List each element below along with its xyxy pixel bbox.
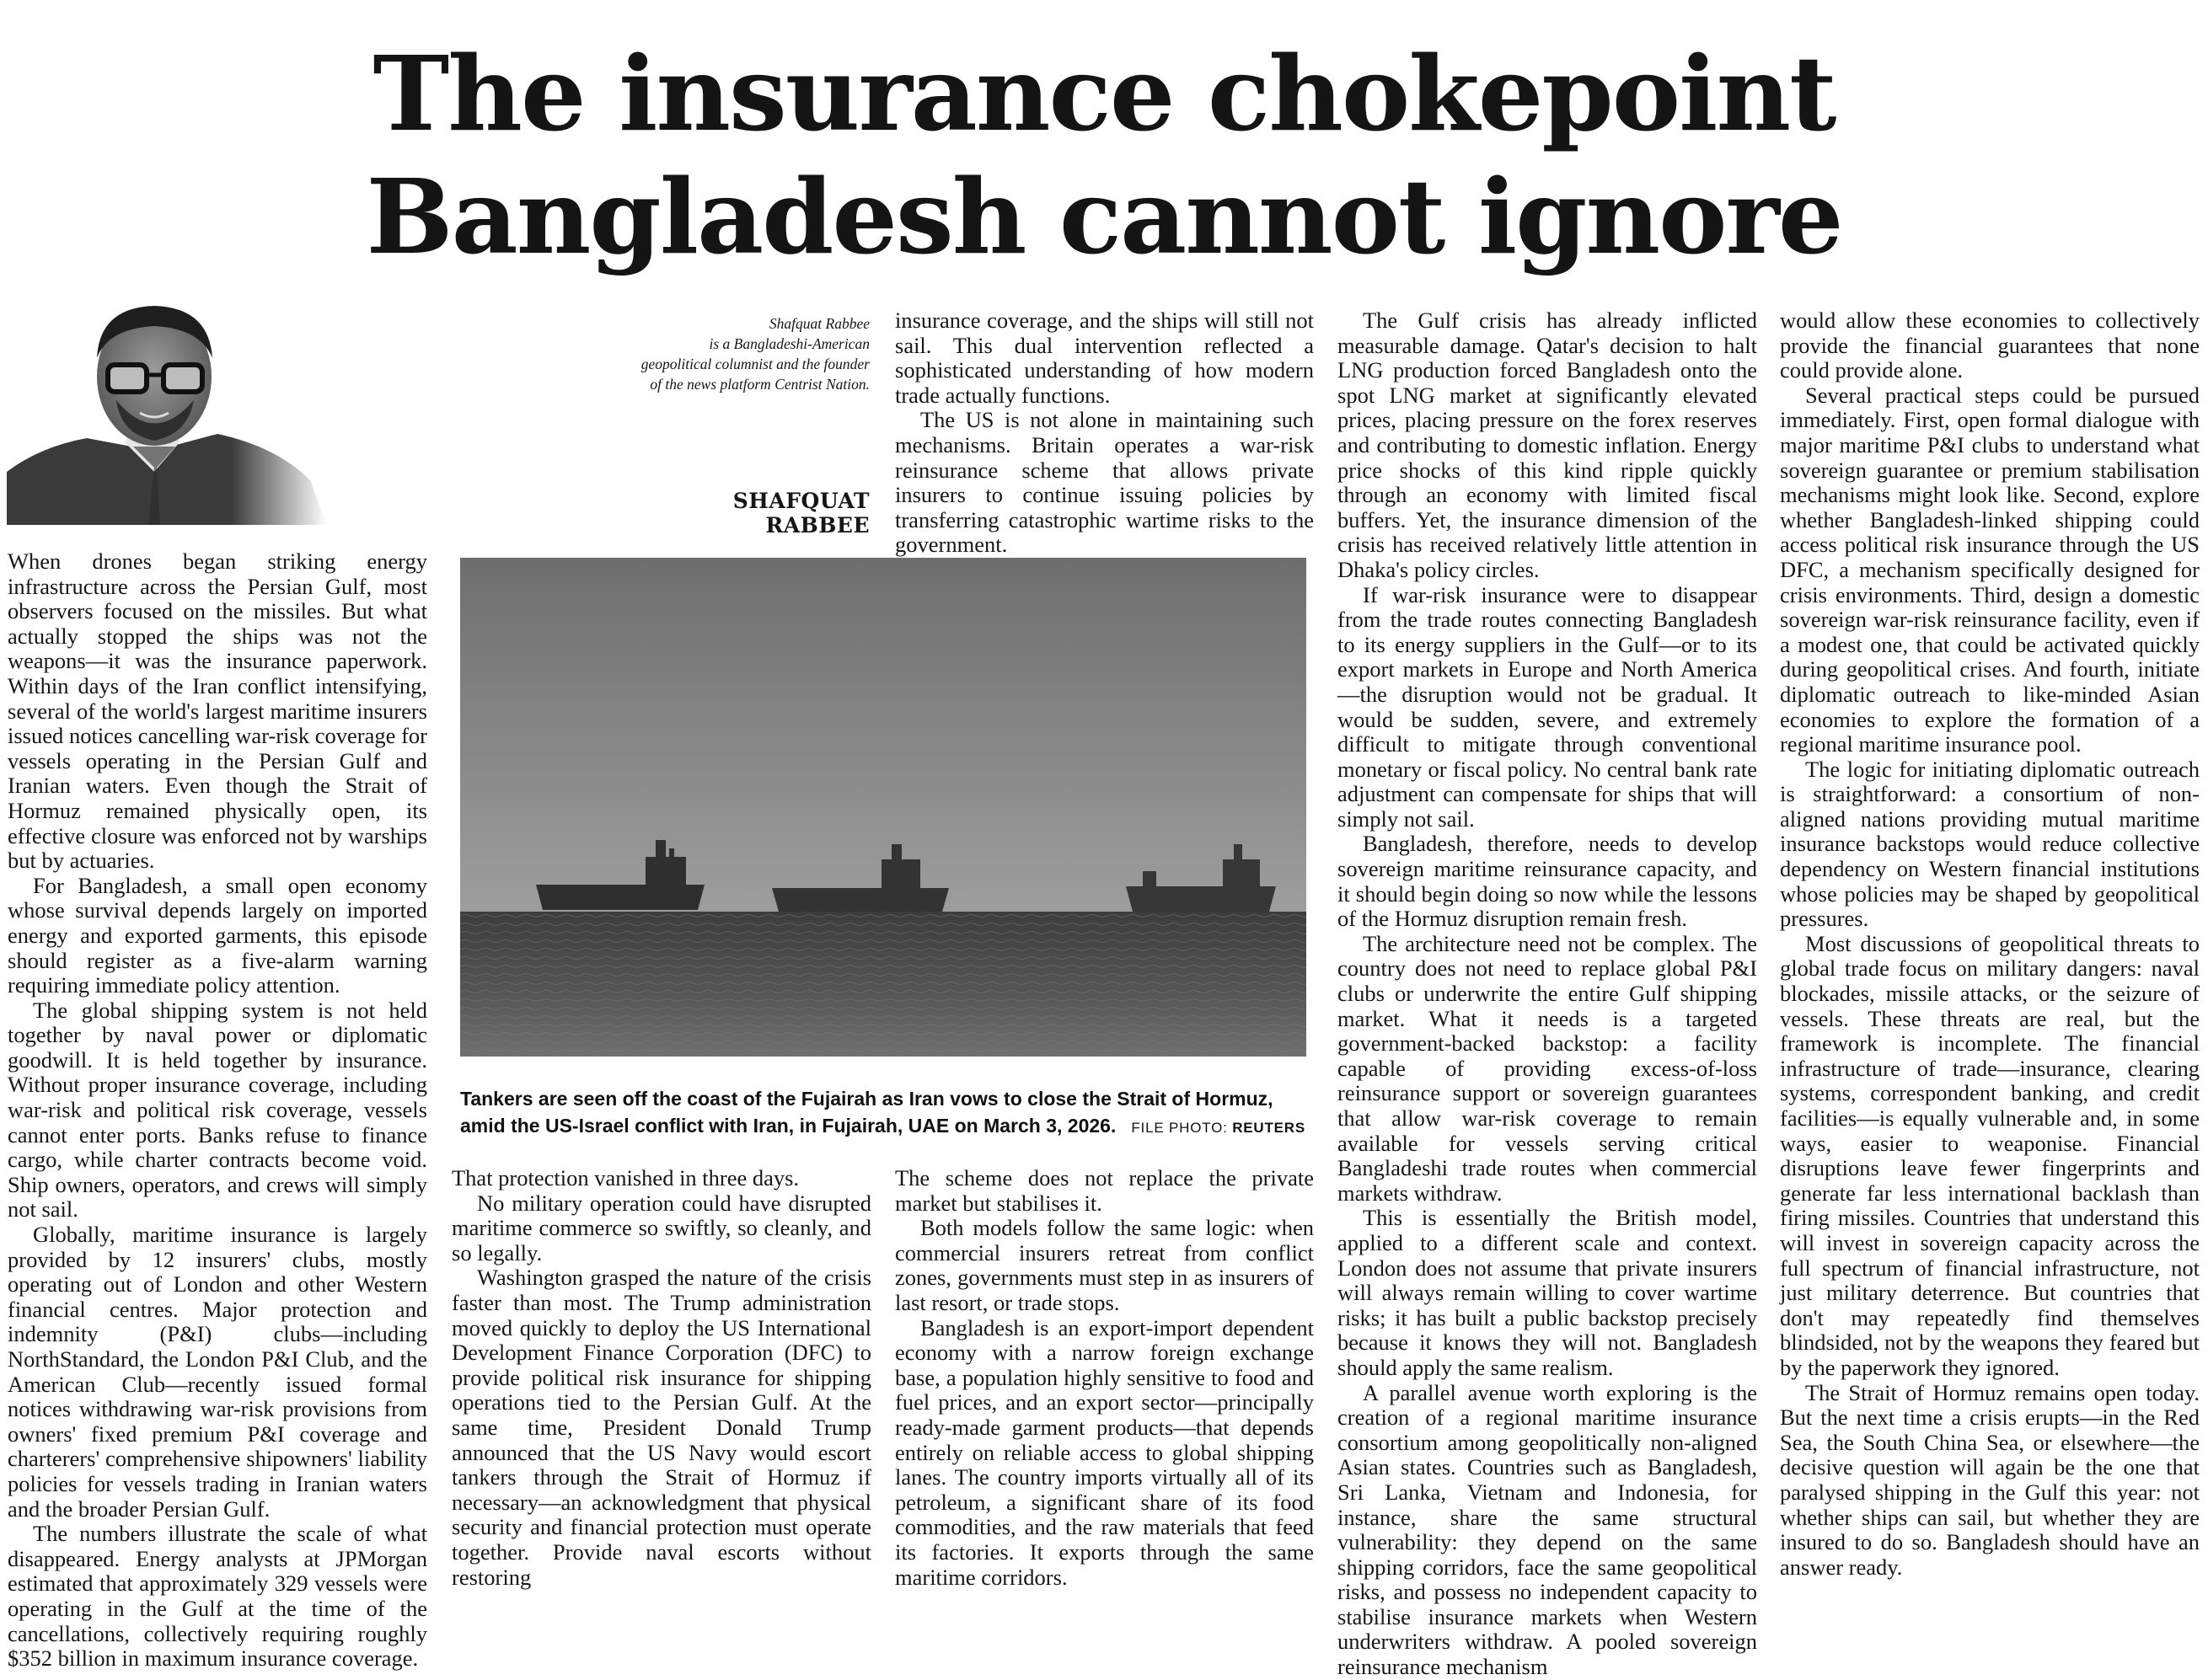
article-paragraph: The US is not alone in maintaining such mechanisms. Britain operates a war-risk reinsurance scheme that allows private insurers to continue issuing policies by transferring catastrophic wartime risks to the government. [895, 407, 1314, 558]
headline-line-1: The insurance chokepoint [372, 33, 1836, 154]
article-column-2 [452, 1165, 871, 1590]
article-paragraph: Bangladesh is an export-import dependent economy with a narrow foreign exchange base, a population highly sensitive to food and fuel prices, and an export sector—principally ready-made garment products—that depends entirely on reliable access to global shipping lanes. The country imports virtually all of its petroleum, a significant share of its food commodities, and the raw materials that feed its factories. It exports through the same maritime corridors. [895, 1314, 1314, 1590]
article-paragraph: If war-risk insurance were to disappear from the trade routes connecting Bangladesh to its energy suppliers in the Gulf—or to its export markets in Europe and North America—the disruption would not be gradual. It would be sudden, severe, and extremely difficult to mitigate through conventional monetary or fiscal policy. No central bank rate adjustment can compensate for ships that will simply not sail. [1337, 581, 1757, 832]
article-paragraph: The Gulf crisis has already inflicted measurable damage. Qatar's decision to halt LNG production forced Bangladesh onto the spot LNG market at significantly elevated prices, placing pressure on the forex reserves and contributing to domestic inflation. Energy price shocks of this kind ripple quickly through an economy with limited fiscal buffers. Yet, the insurance dimension of the crisis has received relatively little attention in Dhaka's policy circles. [1337, 308, 1757, 582]
caption-line: amid the US-Israel conflict with Iran, in Fujairah, UAE on March 3, 2026. [460, 1115, 1117, 1137]
author-bio-line: Shafquat Rabbee [769, 315, 870, 332]
article-paragraph: The Strait of Hormuz remains open today. But the next time a crisis erupts—in the Red Sea, the South China Sea, or elsewhere—the decisive question will again be the one that paralysed shipping in the Gulf this year: not whether ships can sail, but whether they are insured to do so. Bangladesh should have an answer ready. [1780, 1379, 2200, 1580]
article-paragraph: A parallel avenue worth exploring is the creation of a regional maritime insurance consortium among geopolitically non-aligned Asian states. Countries such as Bangladesh, Sri Lanka, Vietnam and Indonesia, for instance, share the same structural vulnerability: they depend on the same shipping corridors, face the same geopolitical risks, and possess no independent capacity to stabilise insurance markets when Western underwriters withdraw. A pooled sovereign reinsurance mechanism [1337, 1379, 1757, 1680]
photo-caption [460, 1085, 1306, 1142]
article-paragraph: would allow these economies to collectively provide the financial guarantees that none could provide alone. [1780, 308, 2200, 383]
author-bio-line: of the news platform Centrist Nation. [650, 376, 870, 393]
headline-line-2: Bangladesh cannot ignore [366, 156, 1842, 277]
article-paragraph: The scheme does not replace the private market but stabilises it. [895, 1165, 1314, 1216]
photo-credit-prefix: FILE PHOTO: [1131, 1120, 1228, 1136]
article-paragraph: The global shipping system is not held together by naval power or diplomatic goodwill. It is held together by insurance. Without proper insurance coverage, including war-risk and political risk coverage, vessels cannot enter ports. Banks refuse to finance cargo, while charter contracts become void. Ship owners, operators, and crews will simply not sail. [8, 997, 427, 1223]
article-paragraph: Globally, maritime insurance is largely provided by 12 insurers' clubs, mostly operating out of London and other Western financial centres. Major protection and indemnity (P&I) clubs—including NorthStandard, the London P&I Club, and the American Club—recently issued formal notices withdrawing war-risk provisions from owners' fixed premium P&I coverage and charterers' comprehensive shipowners' liability policies for vessels trading in Iranian waters and the broader Persian Gulf. [8, 1222, 427, 1522]
author-portrait [7, 299, 327, 525]
article-paragraph: The architecture need not be complex. The country does not need to replace global P&I clubs or underwrite the entire Gulf shipping market. What it needs is a targeted government-backed backstop: a facility capable of providing excess-of-loss reinsurance support or sovereign guarantees that allow war-risk coverage to remain available for vessels serving critical Bangladeshi trade routes when commercial markets withdraw. [1337, 930, 1757, 1206]
article-column-4 [1337, 308, 1757, 1680]
photo-credit [1131, 1120, 1305, 1136]
article-column-5 [1780, 308, 2200, 1580]
article-paragraph: For Bangladesh, a small open economy whose survival depends largely on imported energy and exported garments, this episode should register as a five-alarm warning requiring immediate policy attention. [8, 872, 427, 998]
photo-credit-source: REUTERS [1232, 1120, 1306, 1136]
article-column-1 [8, 548, 427, 1672]
article-paragraph: Both models follow the same logic: when commercial insurers retreat from conflict zones, governments must step in as insurers of last resort, or trade stops. [895, 1215, 1314, 1315]
headline [303, 32, 1905, 278]
article-column-3-bottom [895, 1165, 1314, 1590]
article-paragraph: Bangladesh, therefore, needs to develop sovereign maritime reinsurance capacity, and it should begin doing so now while the lessons of the Hormuz disruption remain fresh. [1337, 831, 1757, 932]
tankers-photo [460, 558, 1306, 1057]
author-byline: SHAFQUAT RABBEE [732, 489, 870, 538]
article-column-3-top [895, 308, 1314, 558]
author-bio [472, 313, 870, 394]
article-paragraph: The logic for initiating diplomatic outreach is straightforward: a consortium of non-aligned nations providing mutual maritime insurance backstops would reduce collective dependency on Western financial institutions whose policies may be shaped by geopolitical pressures. [1780, 756, 2200, 932]
caption-line: Tankers are seen off the coast of the Fujairah as Iran vows to close the Strait of Hormuz, [460, 1088, 1273, 1110]
author-bio-line: geopolitical columnist and the founder [640, 356, 870, 372]
article-paragraph: Several practical steps could be pursued immediately. First, open formal dialogue with major maritime P&I clubs to understand what sovereign guarantee or premium stabilisation mechanisms might look like. Second, explore whether Bangladesh-linked shipping could access political risk insurance through the US DFC, a mechanism specifically designed for crisis environments. Third, design a domestic sovereign war-risk reinsurance facility, even if a modest one, that could be activated quickly during geopolitical crises. And fourth, initiate diplomatic outreach to like-minded Asian economies to explore the formation of a regional maritime insurance pool. [1780, 382, 2200, 757]
article-paragraph: Washington grasped the nature of the crisis faster than most. The Trump administration moved quickly to deploy the US International Development Finance Corporation (DFC) to provide political risk insurance for shipping operations tied to the Persian Gulf. At the same time, President Donald Trump announced that the US Navy would escort tankers through the Strait of Hormuz if necessary—an acknowledgment that physical security and financial protection must operate together. Provide naval escorts without restoring [452, 1265, 871, 1590]
article-paragraph: No military operation could have disrupted maritime commerce so swiftly, so cleanly, and so legally. [452, 1190, 871, 1265]
article-paragraph: The numbers illustrate the scale of what disappeared. Energy analysts at JPMorgan estimated that approximately 329 vessels were operating in the Gulf at the time of the cancellations, collectively requiring roughly $352 billion in maximum insurance coverage. [8, 1521, 427, 1672]
article-paragraph: This is essentially the British model, applied to a different scale and context. London does not assume that private insurers will always remain willing to cover wartime risks; it has built a public backstop precisely because it knows they will not. Bangladesh should apply the same realism. [1337, 1205, 1757, 1380]
author-bio-line: is a Bangladeshi-American [709, 335, 870, 352]
article-paragraph: insurance coverage, and the ships will still not sail. This dual intervention reflected a sophisticated understanding of how modern trade actually functions. [895, 308, 1314, 408]
article-paragraph: That protection vanished in three days. [452, 1165, 800, 1190]
article-paragraph: When drones began striking energy infrastructure across the Persian Gulf, most observers focused on the missiles. But what actually stopped the ships was not the weapons—it was the insurance paperwork. Within days of the Iran conflict intensifying, several of the world's largest maritime insurers issued notices cancelling war-risk coverage for vessels operating in the Persian Gulf and Iranian waters. Even though the Strait of Hormuz remained physically open, its effective closure was enforced not by warships but by actuaries. [8, 548, 427, 874]
article-paragraph: Most discussions of geopolitical threats to global trade focus on military dangers: naval blockades, missile attacks, or the seizure of vessels. These threats are real, but the framework is incomplete. The financial infrastructure of trade—insurance, clearing systems, correspondent banking, and credit facilities—is equally vulnerable and, in some ways, easier to weaponise. Financial disruptions leave fewer fingerprints and generate far less international backlash than firing missiles. Countries that understand this will invest in sovereign capacity across the full spectrum of financial infrastructure, not just military deterrence. But countries that don't may repeatedly find themselves blindsided, not by the weapons they feared but by the paperwork they ignored. [1780, 930, 2200, 1380]
